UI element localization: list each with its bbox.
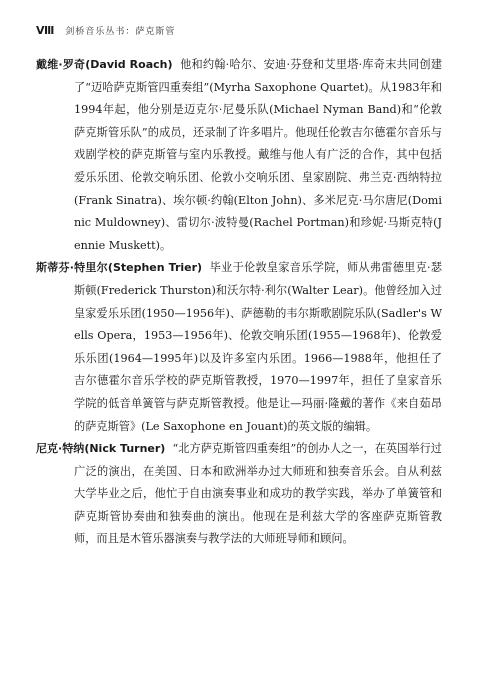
running-header: [36, 24, 175, 37]
contributor-entry: [36, 257, 442, 438]
series-title: 剑桥音乐丛书：萨克斯管: [65, 27, 176, 37]
contributor-entry: [36, 54, 442, 257]
contributors-list: [36, 54, 442, 551]
contributor-bio: 他和约翰·哈尔、安迪·芬登和艾里塔·库奇末共同创建了“迈哈萨克斯管四重奏组”(Myrha Saxophone Quartet)。从1983年和1994年起，他分别是迈克尔·尼曼乐队(Michael Nyman Band)和“伦敦萨克斯管乐队”的成员，还录制了许多唱片。他现任伦敦吉尔德霍尔音乐与戏剧学校的萨克斯管与室内乐教授。戴维与他人有广泛的合作，其中包括爱乐乐团、伦敦交响乐团、伦敦小交响乐团、皇家剧院、弗兰克·西纳特拉(Frank Sinatra)、埃尔顿·约翰(Elton John)、多米尼克·马尔唐尼(Dominic Muldowney)、雷切尔·波特曼(Rachel Portman)和珍妮·马斯克特(Jennie Muskett)。: [74, 58, 443, 252]
contributor-bio: “北方萨克斯管四重奏组”的创办人之一，在英国举行过广泛的演出，在美国、日本和欧洲举办过大师班和独奏音乐会。自从利兹大学毕业之后，他忙于自由演奏事业和成功的教学实践，举办了单簧管和萨克斯管协奏曲和独奏曲的演出。他现在是利兹大学的客座萨克斯管教师，而且是木管乐器演奏与教学法的大师班导师和顾问。: [74, 442, 442, 546]
contributor-bio: 毕业于伦敦皇家音乐学院，师从弗雷德里克·瑟斯顿(Frederick Thurston)和沃尔特·利尔(Walter Lear)。他曾经加入过皇家爱乐乐团(1950—1956年)、萨德勒的韦尔斯歌剧院乐队(Sadler's Wells Opera，1953—1956年)、伦敦交响乐团(1955—1968年)、伦敦爱乐乐团(1964—1995年)以及许多室内乐团。1966—1988年，他担任了吉尔德霍尔音乐学校的萨克斯管教授，1970—1997年，担任了皇家音乐学院的低音单簧管与萨克斯管教授。他是让—玛丽·隆戴的著作《来自茹昂的萨克斯管》(Le Saxophone en Jouant)的英文版的编辑。: [74, 261, 443, 433]
contributor-entry: [36, 438, 442, 551]
contributor-name: 尼克·特纳(Nick Turner): [36, 442, 166, 456]
contributor-name: 斯蒂芬·特里尔(Stephen Trier): [36, 261, 203, 275]
contributor-name: 戴维·罗奇(David Roach): [36, 58, 173, 71]
page-number: Ⅷ: [36, 24, 56, 37]
